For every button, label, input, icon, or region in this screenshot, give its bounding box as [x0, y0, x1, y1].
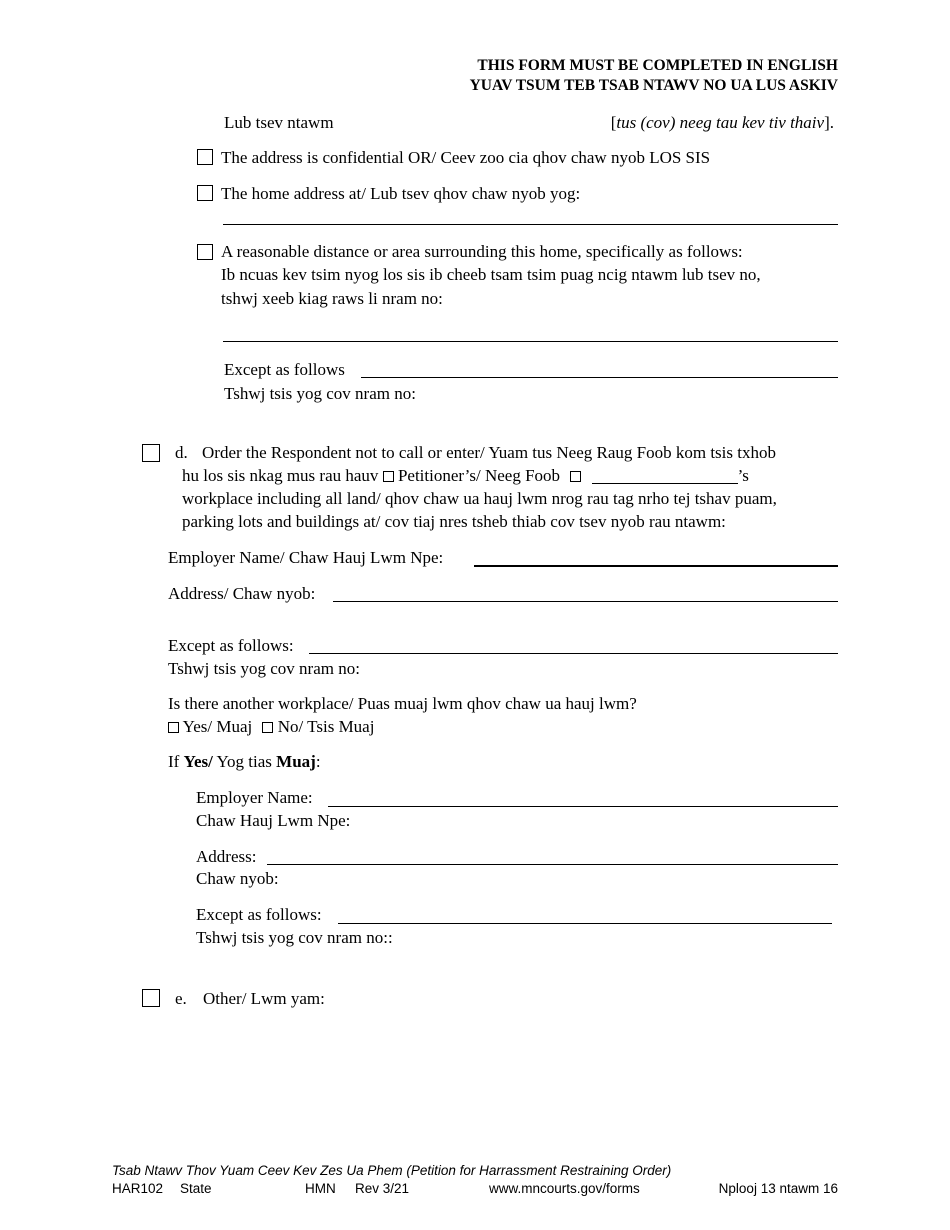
- if-prefix: If: [168, 752, 180, 771]
- residence-except-line[interactable]: [361, 377, 838, 378]
- footer-title: Tsab Ntawv Thov Yuam Ceev Kev Zes Ua Phem (Petition for Harrassment Restraining Order): [112, 1163, 672, 1178]
- confidential-option-label: The address is confidential OR/ Ceev zoo cia qhov chaw nyob LOS SIS: [221, 148, 711, 167]
- no-label: No/ Tsis Muaj: [277, 717, 375, 736]
- section-d-line2-text: hu los sis nkag mus rau hauv: [182, 466, 379, 485]
- residence-except-hmong: Tshwj tsis yog cov nram no:: [224, 384, 416, 403]
- confidential-checkbox[interactable]: [197, 149, 213, 165]
- another-workplace-options: [168, 717, 374, 737]
- distance-option-line1: A reasonable distance or area surrounding this home, specifically as follows:: [221, 242, 743, 261]
- address-line[interactable]: [333, 601, 838, 602]
- petitioner-checkbox[interactable]: [383, 471, 394, 482]
- address2-label: Address:: [196, 847, 257, 866]
- home-address-checkbox[interactable]: [197, 185, 213, 201]
- section-d-letter: d.: [175, 443, 188, 462]
- footer-rev: Rev 3/21: [355, 1181, 410, 1196]
- residence-note-italic: tus (cov) neeg tau kev tiv thaiv: [616, 113, 825, 132]
- header-line-english: THIS FORM MUST BE COMPLETED IN ENGLISH: [477, 57, 838, 74]
- address2-hmong: Chaw nyob:: [196, 869, 279, 888]
- other-person-name-line[interactable]: [592, 469, 738, 484]
- employer2-label: Employer Name:: [196, 788, 313, 807]
- if-mid: Yog tias: [216, 752, 272, 771]
- footer-page-number: Nplooj 13 ntawm 16: [718, 1181, 838, 1196]
- footer-form-id: HAR102: [112, 1181, 164, 1196]
- section-d-checkbox[interactable]: [142, 444, 160, 462]
- distance-option-line3: tshwj xeeb kiag raws li nram no:: [221, 289, 443, 308]
- employer-name-line[interactable]: [474, 565, 838, 567]
- address2-line[interactable]: [267, 864, 838, 865]
- yes-label: Yes/ Muaj: [182, 717, 253, 736]
- distance-checkbox[interactable]: [197, 244, 213, 260]
- yes-checkbox[interactable]: [168, 722, 179, 733]
- residence-label: Lub tsev ntawm: [224, 113, 334, 132]
- residence-except-label: Except as follows: [224, 360, 345, 379]
- section-d-line3: workplace including all land/ qhov chaw ua hauj lwm nrog rau tag nrho tej tshav puam,: [182, 489, 777, 508]
- header-line-hmong: YUAV TSUM TEB TSAB NTAWV NO UA LUS ASKIV: [469, 77, 838, 94]
- except-label: Except as follows:: [168, 636, 294, 655]
- except2-hmong: Tshwj tsis yog cov nram no::: [196, 928, 393, 947]
- section-d-line2: [182, 466, 749, 486]
- if-muaj-bold: Muaj: [276, 752, 316, 771]
- if-yes-bold: Yes/: [183, 752, 213, 771]
- employer2-hmong: Chaw Hauj Lwm Npe:: [196, 811, 351, 830]
- no-checkbox[interactable]: [262, 722, 273, 733]
- section-e-checkbox[interactable]: [142, 989, 160, 1007]
- residence-note: [tus (cov) neeg tau kev tiv thaiv].: [610, 113, 834, 132]
- home-address-line[interactable]: [223, 224, 838, 225]
- section-d-line1: Order the Respondent not to call or enter/ Yuam tus Neeg Raug Foob kom tsis txhob: [202, 443, 776, 462]
- petitioner-label: Petitioner’s/ Neeg Foob: [397, 466, 561, 485]
- employer-name-label: Employer Name/ Chaw Hauj Lwm Npe:: [168, 548, 444, 567]
- if-yes-heading: [168, 752, 321, 772]
- other-person-checkbox[interactable]: [570, 471, 581, 482]
- footer-state: State: [180, 1181, 212, 1196]
- section-e-letter: e.: [175, 989, 187, 1008]
- other-person-suffix: ’s: [737, 466, 749, 485]
- if-colon: :: [315, 752, 321, 771]
- except-hmong: Tshwj tsis yog cov nram no:: [168, 659, 360, 678]
- except-line[interactable]: [309, 653, 838, 654]
- section-d-line4: parking lots and buildings at/ cov tiaj nres tsheb thiab cov tsev nyob rau ntawm:: [182, 512, 726, 531]
- another-workplace-question: Is there another workplace/ Puas muaj lwm qhov chaw ua hauj lwm?: [168, 694, 637, 713]
- address-label: Address/ Chaw nyob:: [168, 584, 316, 603]
- employer2-line[interactable]: [328, 806, 838, 807]
- distance-option-line2: Ib ncuas kev tsim nyog los sis ib cheeb tsam tsim puag ncig ntawm lub tsev no,: [221, 265, 761, 284]
- home-address-option-label: The home address at/ Lub tsev qhov chaw nyob yog:: [221, 184, 581, 203]
- except2-label: Except as follows:: [196, 905, 322, 924]
- distance-line[interactable]: [223, 341, 838, 342]
- footer-lang: HMN: [305, 1181, 336, 1196]
- except2-line[interactable]: [338, 923, 832, 924]
- section-e-label: Other/ Lwm yam:: [203, 989, 325, 1008]
- footer-url[interactable]: www.mncourts.gov/forms: [489, 1181, 640, 1196]
